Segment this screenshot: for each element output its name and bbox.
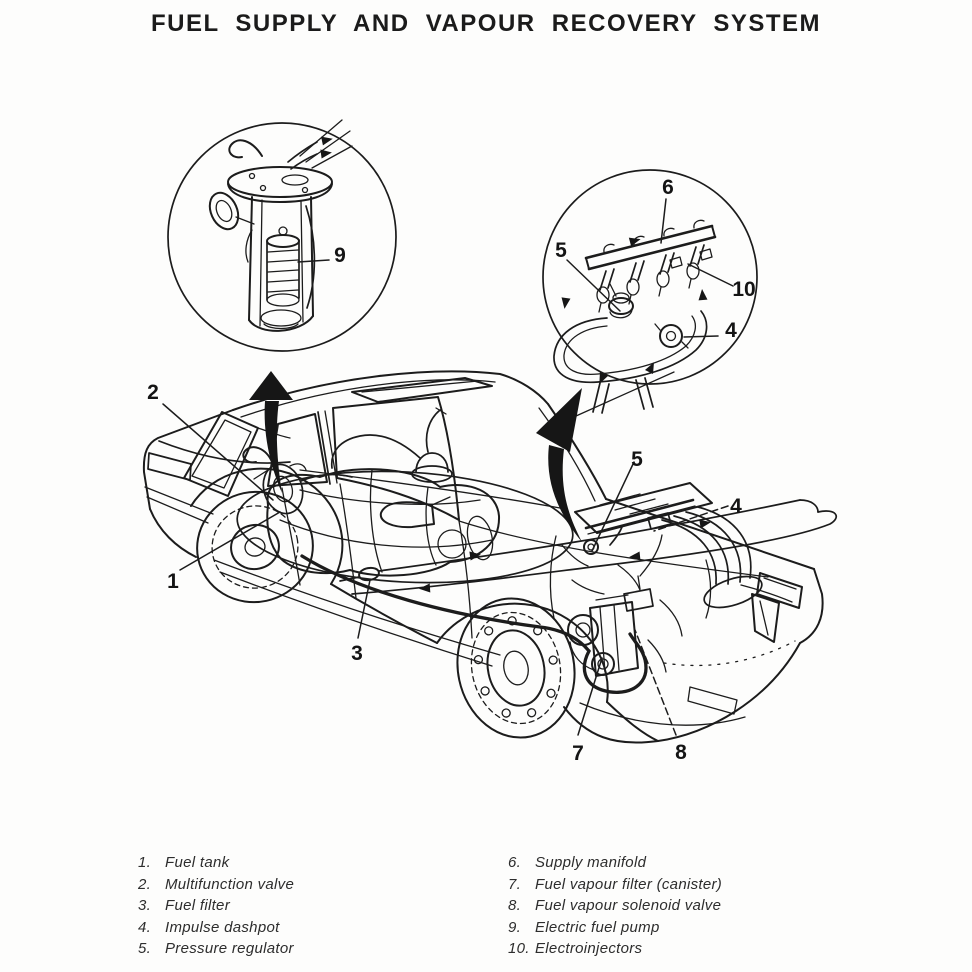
legend-label: Electroinjectors [535,940,643,958]
callout-5: 5 [631,448,643,471]
legend-item [508,938,722,960]
legend-label: Electric fuel pump [535,918,660,936]
fog-light [688,687,737,714]
car-front-bumper [564,643,800,743]
legend-item [138,917,294,939]
legend-label: Impulse dashpot [165,918,280,936]
pressure-regulator-inset [609,284,633,318]
leader-3 [358,580,370,638]
callout-8: 8 [675,741,687,764]
callout-9: 9 [334,244,346,267]
flow-arrow-icon [320,148,332,158]
legend-number: 2. [138,875,152,893]
legend-number: 10. [508,940,530,958]
fuel-pump-inset-drawing [204,120,352,331]
callout-3: 3 [351,642,363,665]
leader-10 [688,264,733,286]
car-rear-outline [144,410,233,509]
legend-number: 8. [508,897,522,915]
callout-4-inset: 4 [725,319,737,342]
electric-fuel-pump [267,227,299,306]
legend-number: 9. [508,918,522,936]
legend-label: Supply manifold [535,854,647,872]
callout-7: 7 [572,742,584,765]
callout-4: 4 [730,495,742,518]
impulse-dashpot-inset [655,324,688,348]
legend-left-column [138,852,294,960]
legend-number: 7. [508,875,522,893]
callout-6: 6 [662,176,674,199]
legend-label: Pressure regulator [165,940,294,958]
vapour-solenoid-valve [624,589,653,611]
legend-number: 3. [138,897,152,915]
supply-manifold-inset-drawing [554,220,715,413]
car-nose [800,569,823,643]
page-title: FUEL SUPPLY AND VAPOUR RECOVERY SYSTEM [150,10,821,37]
legend-item [508,917,722,939]
legend-label: Fuel vapour solenoid valve [535,897,722,915]
flow-arrow-icon [560,297,570,309]
legend-label: Fuel vapour filter (canister) [535,875,723,893]
leader-4-inset [684,336,718,337]
leader-9 [298,260,329,262]
leader-1 [180,512,280,570]
legend-label: Fuel tank [165,854,230,872]
legend-item [138,852,294,874]
legend-number: 6. [508,854,522,872]
callout-5-inset: 5 [555,239,567,262]
legend-item [508,874,722,896]
legend-label: Multifunction valve [165,875,295,893]
electroinjectors [597,245,712,312]
legend-item [138,895,294,917]
manifold-hose [554,311,707,382]
pump-inset-circle [168,123,396,351]
flow-arrow-icon [629,552,641,562]
legend-item [138,938,294,960]
pump-strainer [261,310,301,326]
legend-number: 1. [138,854,152,872]
legend-number: 4. [138,918,152,936]
front-wheel-arch [437,604,608,702]
legend-number: 5. [138,940,152,958]
legend-item [138,874,294,896]
callout-1: 1 [167,570,179,593]
flow-arrow-icon [698,289,708,301]
callout-2: 2 [147,381,159,404]
zoom-arrow-to-manifold-inset [536,388,582,542]
rear-wheel [187,481,323,613]
legend-label: Fuel filter [165,897,230,915]
legend-item [508,852,722,874]
legend-right-column [508,852,722,960]
flow-arrow-icon [419,584,431,594]
leader-7 [578,658,602,735]
callout-10: 10 [732,278,756,301]
front-wheel [445,587,588,748]
legend-item [508,895,722,917]
grille-shield [752,594,779,642]
manifold-inset-circle [543,170,757,384]
